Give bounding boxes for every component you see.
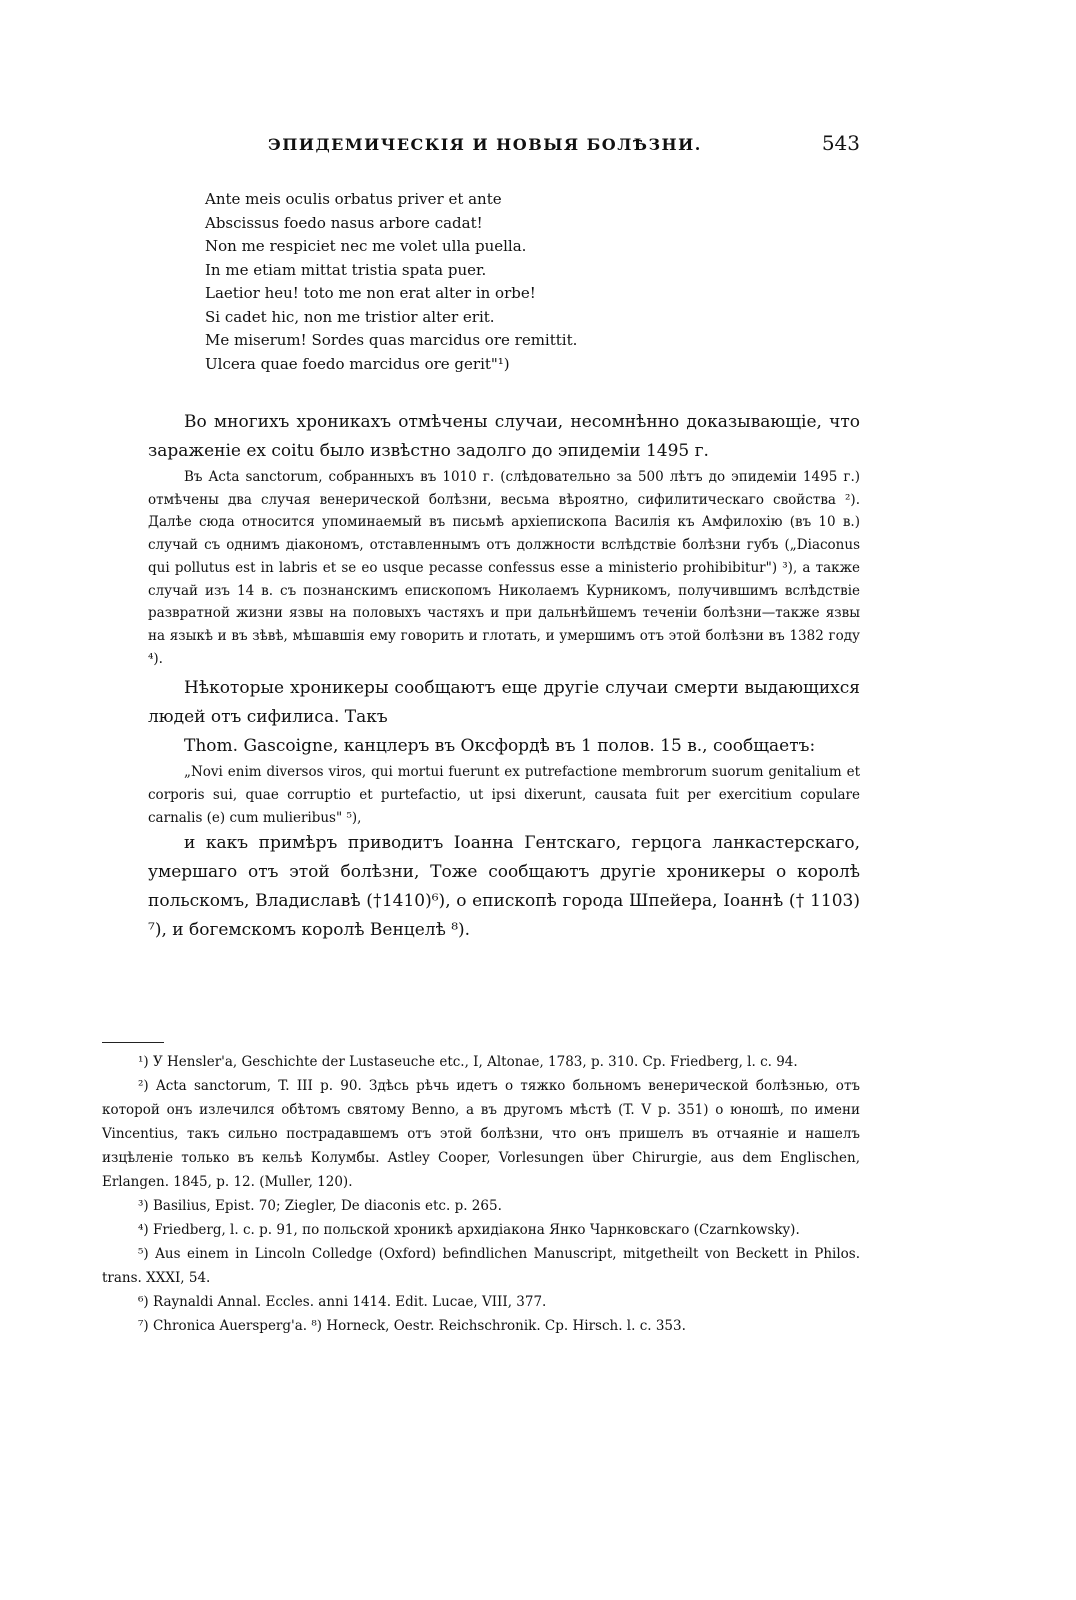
poem-line: Si cadet hic, non me tristior alter erit. xyxy=(205,307,495,326)
footnote-7-8: ⁷) Chronica Auersperg'a. ⁸) Horneck, Oestr. Reichschronik. Cp. Hirsch. l. c. 353. xyxy=(138,1318,686,1334)
paragraph-gascoigne: Thom. Gascoigne, канцлеръ въ Оксфордѣ въ 1 полов. 15 в., сообщаетъ: xyxy=(184,736,816,757)
footnote-rule xyxy=(102,1042,164,1043)
paragraph-examples: и какъ примѣръ приводитъ Іоанна Гентскаго, герцога ланкастерскаго, умершаго отъ этой болѣзни, Тоже сообщаютъ другіе хроникеры о королѣ польскомъ, Владиславѣ (†1410)⁶), о епископѣ города Шпейера, Іоаннѣ († 1103) ⁷), и богемскомъ королѣ Венцелѣ ⁸). xyxy=(148,833,860,941)
footnote-5: ⁵) Aus einem in Lincoln Colledge (Oxford) befindlichen Manuscript, mitgetheilt von Beckett in Philos. trans. XXXI, 54. xyxy=(102,1246,860,1286)
footnote-2: ²) Acta sanctorum, T. III p. 90. Здѣсь рѣчь идетъ о тяжко больномъ венерической болѣзнью, отъ которой онъ излечился обѣтомъ святому Benno, а въ другомъ мѣстѣ (T. V p. 351) о юношѣ, по имени Vincentius, такъ сильно пострадавшемъ отъ этой болѣзни, что онъ пришелъ въ отчаяніе и нашелъ изцѣленіе только въ кельѣ Колумбы. Astley Cooper, Vorlesungen über Chirurgie, aus dem Englischen, Erlangen. 1845, p. 12. (Muller, 120). xyxy=(102,1078,860,1190)
paragraph-chroniclers: Нѣкоторые хроникеры сообщаютъ еще другіе случаи смерти выдающихся людей отъ сифилиса. Такъ xyxy=(148,678,860,728)
poem-line: Ulcera quae foedo marcidus ore gerit"¹) xyxy=(205,354,510,373)
footnote-3: ³) Basilius, Epist. 70; Ziegler, De diaconis etc. p. 265. xyxy=(138,1198,502,1214)
footnote-1: ¹) У Hensler'a, Geschichte der Lustaseuche etc., I, Altonae, 1783, p. 310. Cp. Friedberg, l. c. 94. xyxy=(138,1054,798,1070)
footnote-6: ⁶) Raynaldi Annal. Eccles. anni 1414. Edit. Lucae, VIII, 377. xyxy=(138,1294,547,1310)
poem-line: In me etiam mittat tristia spata puer. xyxy=(205,260,487,279)
footnote-4: ⁴) Friedberg, l. c. p. 91, по польской хроникѣ архидіакона Янко Чарнковскаго (Czarnkowsky). xyxy=(138,1222,800,1238)
main-text xyxy=(148,408,860,945)
footnotes xyxy=(102,1050,860,1338)
page-number: 543 xyxy=(821,131,860,155)
latin-quote: „Novi enim diversos viros, qui mortui fuerunt ex putrefactione membrorum suorum genitalium et corporis sui, quae corruptio et purtefactio, ut ipsi dixerunt, causata fuit per exercitium copulare carnalis (e) cum mulieribus" ⁵), xyxy=(148,764,860,826)
paragraph-acta-sanctorum: Въ Acta sanctorum, собранныхъ въ 1010 г. (слѣдовательно за 500 лѣтъ до эпидеміи 1495 г.) отмѣчены два случая венерической болѣзни, весьма вѣроятно, сифилитическаго свойства ²). Далѣе сюда относится упоминаемый въ письмѣ архіепископа Василія къ Амфилохію (въ 10 в.) случай съ однимъ діакономъ, отставленнымъ отъ должности вслѣдствіе болѣзни губъ („Diaconus qui pollutus est in labris et se eo usque pecasse confessus esse a ministerio prohibibitur") ³), а также случай изъ 14 в. съ познанскимъ епископомъ Николаемъ Курникомъ, получившимъ вслѣдствіе развратной жизни язвы на половыхъ частяхъ и при дальнѣйшемъ теченіи болѣзни—также язвы на языкѣ и въ зѣвѣ, мѣшавшія ему говорить и глотать, и умершимъ отъ этой болѣзни въ 1382 году ⁴). xyxy=(148,469,860,667)
poem-line: Non me respiciet nec me volet ulla puella. xyxy=(205,237,527,255)
running-head xyxy=(100,131,860,165)
poem-line: Laetior heu! toto me non erat alter in orbe! xyxy=(205,284,536,302)
latin-poem xyxy=(205,188,765,376)
poem-line: Me miserum! Sordes quas marcidus ore remittit. xyxy=(205,331,578,349)
paragraph-chronicles: Во многихъ хроникахъ отмѣчены случаи, несомнѣнно доказывающіе, что зараженіе ex coitu было извѣстно задолго до эпидеміи 1495 г. xyxy=(148,412,860,461)
running-title: ЭПИДЕМИЧЕСКІЯ И НОВЫЯ БОЛѢЗНИ. xyxy=(268,135,702,154)
poem-line: Ante meis oculis orbatus priver et ante xyxy=(205,190,502,208)
poem-line: Abscissus foedo nasus arbore cadat! xyxy=(205,213,483,232)
